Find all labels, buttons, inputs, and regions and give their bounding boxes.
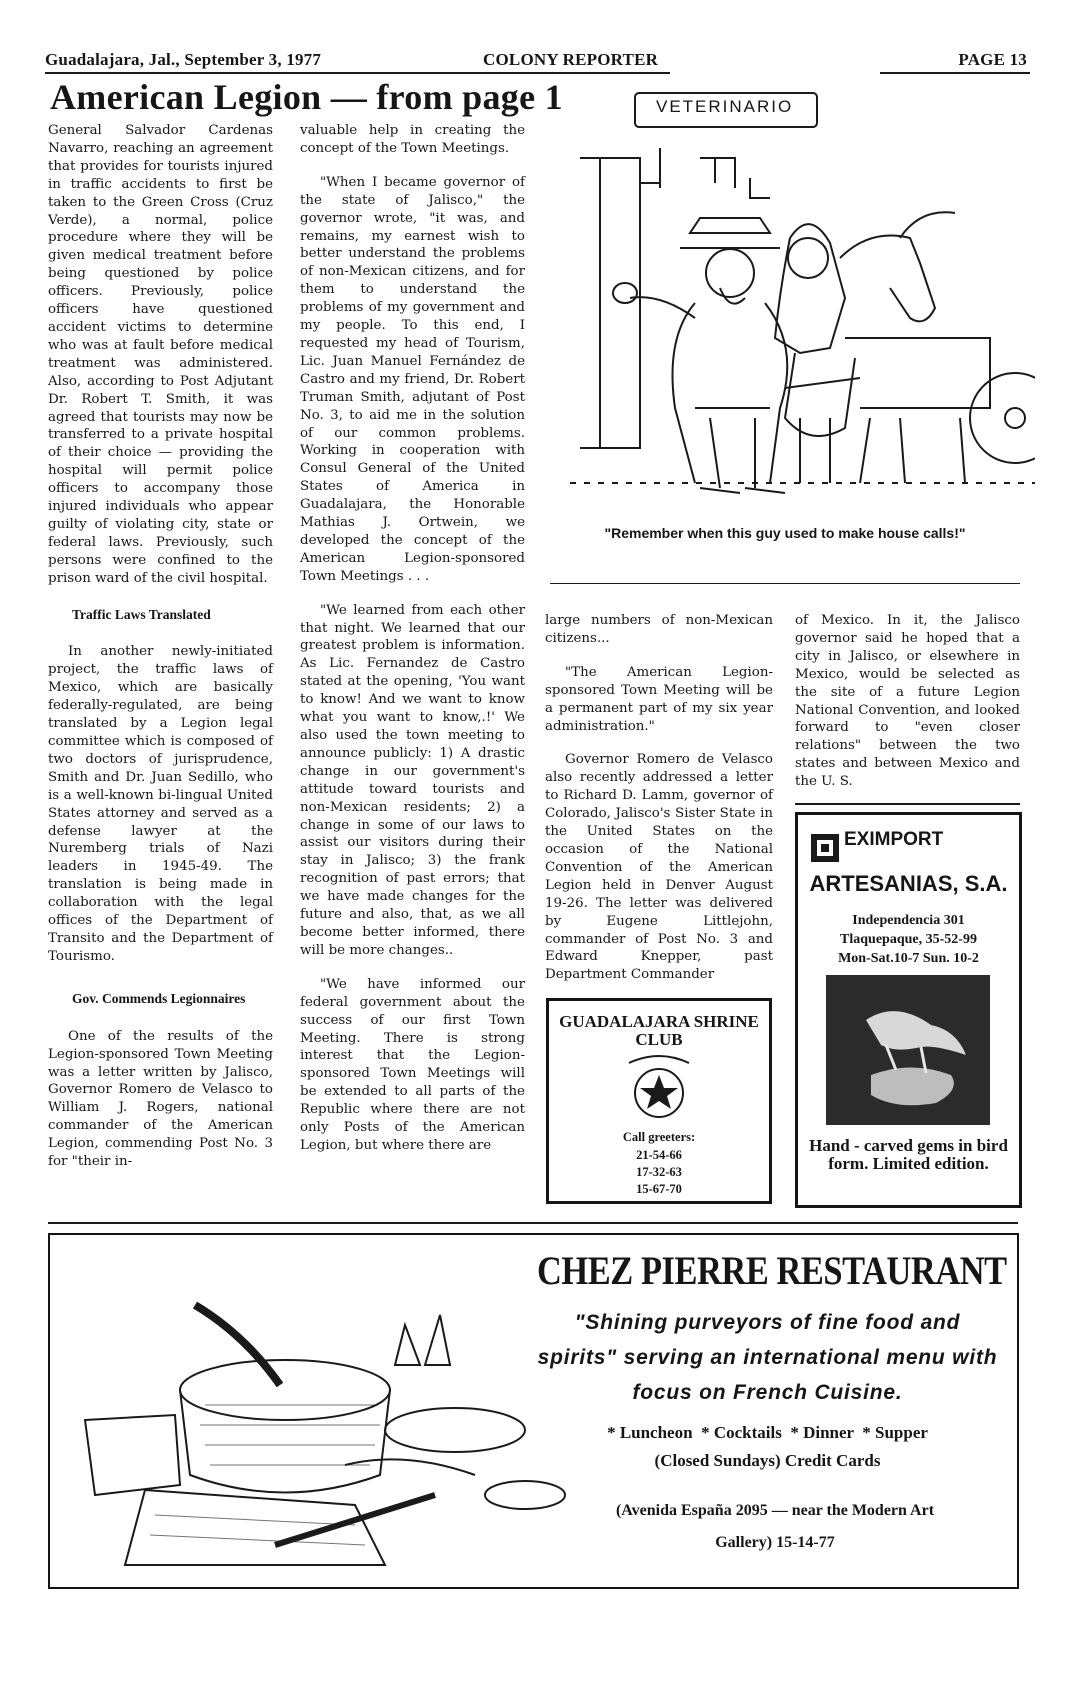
gem-caption: Hand - carved gems in bird form. Limited edition.: [809, 1136, 1008, 1173]
article-paragraph: large numbers of non-Mexican citizens...: [545, 613, 773, 646]
cartoon: [570, 88, 1035, 508]
paper-name: COLONY REPORTER: [483, 50, 659, 69]
cartoon-sign: VETERINARIO: [656, 97, 794, 116]
headline: American Legion — from page 1: [50, 77, 563, 117]
article-column-4: [795, 612, 1020, 807]
masthead-rule: [45, 72, 670, 74]
menu-item: Luncheon: [619, 1423, 693, 1442]
article-paragraph: valuable help in creating the concept of the Town Meetings.: [300, 123, 525, 156]
shrine-phone: 17-32-63: [636, 1165, 682, 1179]
cartoon-drawing: [570, 88, 1035, 508]
menu-item: Supper: [875, 1423, 928, 1442]
chez-pierre-notes: (Closed Sundays) Credit Cards: [654, 1451, 881, 1470]
eximport-brand: EXIMPORT: [844, 829, 944, 850]
article-paragraph: One of the results of the Legion-sponsored Town Meeting was a letter written by Jalisco, Governor Romero de Velasco to William J. Rogers, national commander of the American Legion, commending Post No. 3 for "their in-: [48, 1028, 273, 1170]
masthead: [45, 48, 1045, 72]
eximport-hours: Mon-Sat.10-7 Sun. 10-2: [838, 951, 979, 966]
menu-item: Dinner: [803, 1423, 854, 1442]
article-paragraph: "The American Legion-sponsored Town Meeting will be a permanent part of my six year administration.": [545, 664, 773, 734]
cartoon-caption: "Remember when this guy used to make house calls!": [604, 525, 966, 541]
chez-pierre-tagline: "Shining purveyors of fine food and spirits" serving an international menu with focus on French Cuisine.: [537, 1311, 998, 1404]
shrine-phone: 15-67-70: [636, 1182, 682, 1196]
eximport-ad: [795, 812, 1022, 1208]
shrine-emblem-icon: [624, 1051, 694, 1121]
eximport-top-rule: [795, 803, 1020, 805]
shrine-club-ad: [546, 998, 772, 1204]
eximport-logo-icon: [810, 833, 840, 863]
chez-pierre-ad: [48, 1233, 1019, 1589]
article-paragraph: In another newly-initiated project, the traffic laws of Mexico, which are basically federally-regulated, are being translated by a Legion legal committee which is composed of two doctors of jurisprudence, Smith and Dr. Juan Sedillo, who is a well-known bi-lingual United States attorney and served as a defense lawyer at the Nuremberg trials of Nazi leaders in 1945-49. The translation is being made in collaboration with the legal offices of the Department of Transito and the Department of Tourismo.: [48, 644, 273, 964]
shrine-club-title: GUADALAJARA SHRINE CLUB: [559, 1012, 759, 1049]
subhead-traffic-laws: Traffic Laws Translated: [72, 606, 211, 622]
eximport-city-phone: Tlaquepaque, 35-52-99: [840, 932, 977, 947]
carved-gem-bird-image: [826, 975, 990, 1125]
page-number: PAGE 13: [958, 50, 1027, 69]
food-illustration: [55, 1245, 575, 1575]
article-paragraph: Governor Romero de Velasco also recently addressed a letter to Richard D. Lamm, governor of Colorado, Jalisco's Sister State in the United States on the occasion of the National Convention of the American Legion held in Denver August 19-26. The letter was delivered by Eugene Littlejohn, commander of Post No. 3 and Edward Knepper, past Department Commander: [545, 752, 773, 983]
menu-item: Cocktails: [713, 1423, 782, 1442]
chez-pierre-title: CHEZ PIERRE RESTAURANT: [537, 1248, 1007, 1293]
article-paragraph: of Mexico. In it, the Jalisco governor said he hoped that a city in Jalisco, or elsewhere in Mexico, would be selected as the site of a future Legion National Convention, and looked forward to "even closer relations" between the two states and between Mexico and the U. S.: [795, 613, 1020, 790]
article-column-3: [545, 612, 773, 1000]
cartoon-rule: [550, 583, 1020, 584]
eximport-address: Independencia 301: [852, 913, 965, 928]
shrine-phone: 21-54-66: [636, 1148, 682, 1162]
masthead-rule-right: [880, 72, 1030, 74]
article-paragraph: "We learned from each other that night. We learned that our greatest problem is information. As Lic. Fernandez de Castro stated at the opening, 'You want to know! And we want to know what you want to know,.!' We also used the town meeting to announce publicly: 1) A drastic change in our government's attitude toward tourists and non-Mexican residents; 2) a change in some of our laws to assist our visitors during their stay in Jalisco; 3) the frank recognition of past errors; that we have made changes for the future and also, that, as we all become better informed, there will be more changes..: [300, 602, 525, 958]
article-paragraph: "We have informed our federal government about the success of our first Town Meeting. There is strong interest that the Legion-sponsored Town Meetings will be extended to all parts of the Republic where there are not only Posts of the American Legion, but where there are: [300, 976, 525, 1153]
chez-pierre-address: (Avenida España 2095 — near the Modern Art Gallery) 15-14-77: [615, 1502, 935, 1551]
article-paragraph: General Salvador Cardenas Navarro, reaching an agreement that provides for tourists injured in traffic accidents to first be taken to the Green Cross (Cruz Verde), a normal, police procedure where they will be given medical treatment before being questioned by police officers. Previously, police officers have questioned accident victims to determine who was at fault before medical treatment was administered. Also, according to Post Adjutant Dr. Robert T. Smith, it was agreed that tourists may now be transferred to a private hospital of their choice — providing the hospital will permit police officers to accompany those injured individuals who appear guilty of violating city, state or federal laws. Previously, such persons were confined to the prison ward of the civil hospital.: [48, 123, 273, 586]
dateline: Guadalajara, Jal., September 3, 1977: [45, 50, 322, 69]
article-column-1: [48, 122, 273, 1187]
shrine-call-label: Call greeters:: [622, 1130, 696, 1144]
subhead-gov-commends: Gov. Commends Legionnaires: [72, 990, 246, 1006]
chez-pierre-menu: * Luncheon * Cocktails * Dinner * Supper: [607, 1423, 928, 1442]
article-column-2: [300, 122, 525, 1171]
article-paragraph: "When I became governor of the state of Jalisco," the governor wrote, "it was, and remains, my earnest wish to better understand the problems of non-Mexican citizens, and for them to understand the problems of my government and my people. To this end, I requested my head of Tourism, Lic. Juan Manuel Fernández de Castro and my friend, Dr. Robert Truman Smith, adjutant of Post No. 3, to aid me in the solution of our common problems. Working in cooperation with Consul General of the United States of America in Guadalajara, the Honorable Mathias J. Ortwein, we developed the concept of the American Legion-sponsored Town Meetings . . .: [300, 174, 525, 584]
section-rule: [48, 1222, 1018, 1224]
artesanias-name: ARTESANIAS, S.A.: [809, 871, 1008, 896]
